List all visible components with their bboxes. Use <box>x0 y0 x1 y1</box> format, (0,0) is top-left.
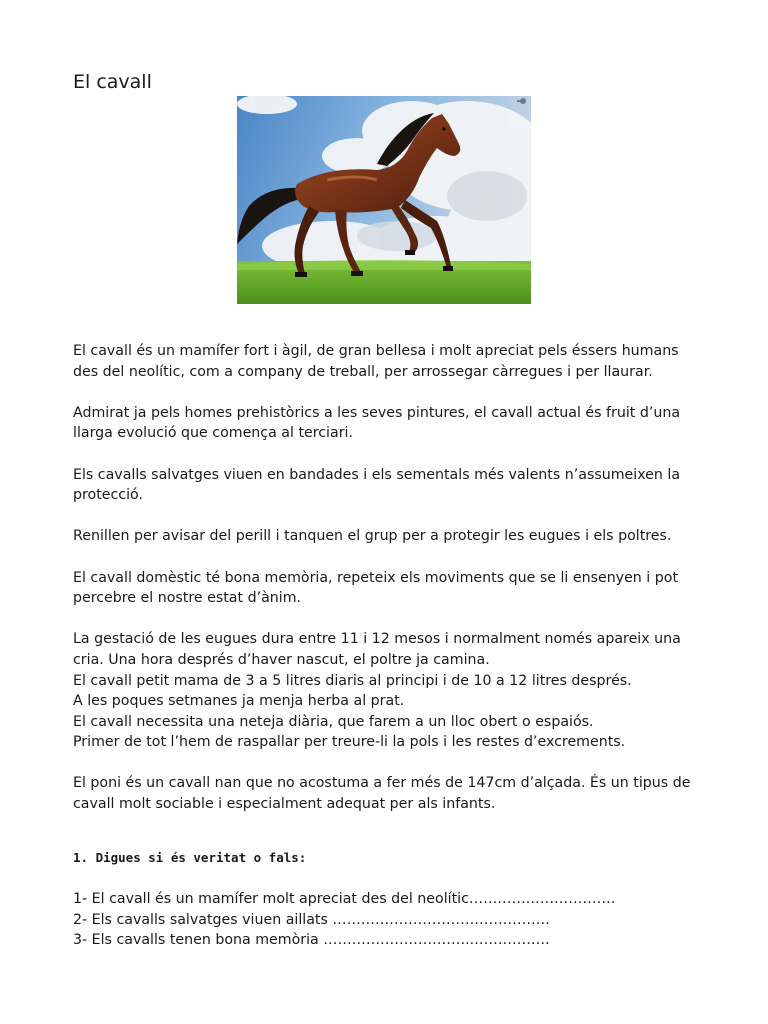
paragraph-line: La gestació de les eugues dura entre 11 i 12 mesos i normalment només apareix una cria. Una hora després d’haver nascut, el poltre ja camina. <box>73 631 681 668</box>
paragraph <box>73 568 703 609</box>
question-item: 1- El cavall és un mamífer molt apreciat des del neolític…………………………. <box>73 891 616 907</box>
paragraph <box>73 526 703 547</box>
paragraph <box>73 465 703 506</box>
question-item: 3- Els cavalls tenen bona memòria …………………………..……………. <box>73 932 550 949</box>
paragraph <box>73 341 703 382</box>
paragraph-line: El cavall domèstic té bona memòria, repeteix els moviments que se li ensenyen i pot percebre el nostre estat d’ànim. <box>73 569 679 607</box>
paragraph <box>73 773 703 814</box>
exercise-heading: 1. Digues si és veritat o fals: <box>73 850 307 865</box>
paragraph-line: El poni és un cavall nan que no acostuma a fer més de 147cm d’alçada. És un tipus de cavall molt sociable i especialment adequat per als infants. <box>73 775 691 813</box>
paragraph-line: Primer de tot l’hem de raspallar per treure-li la pols i les restes d’excrements. <box>73 734 626 751</box>
paragraph-line: Renillen per avisar del perill i tanquen el grup per a protegir les eugues i els poltres. <box>73 528 672 545</box>
paragraph-line: Admirat ja pels homes prehistòrics a les seves pintures, el cavall actual és fruit d’una llarga evolució que comença al terciari. <box>73 404 681 442</box>
exercise-questions <box>73 889 615 951</box>
paragraph-line: El cavall és un mamífer fort i àgil, de gran bellesa i molt apreciat pels éssers humans des del neolític, com a company de treball, per arrossegar càrregues i per llaurar. <box>73 343 679 380</box>
paragraph <box>73 403 703 444</box>
horse-photo <box>237 96 531 304</box>
article-body <box>73 341 703 835</box>
paragraph <box>73 629 703 753</box>
paragraph-line: El cavall necessita una neteja diària, que farem a un lloc obert o espaiós. <box>73 713 594 730</box>
paragraph-line: Els cavalls salvatges viuen en bandades i els sementals més valents n’assumeixen la protecció. <box>73 466 681 504</box>
paragraph-line: El cavall petit mama de 3 a 5 litres diaris al principi i de 10 a 12 litres després. <box>73 672 632 689</box>
page-title: El cavall <box>73 71 152 93</box>
paragraph-line: A les poques setmanes ja menja herba al prat. <box>73 693 405 710</box>
question-item: 2- Els cavalls salvatges viuen aillats ………………………………………. <box>73 911 550 928</box>
